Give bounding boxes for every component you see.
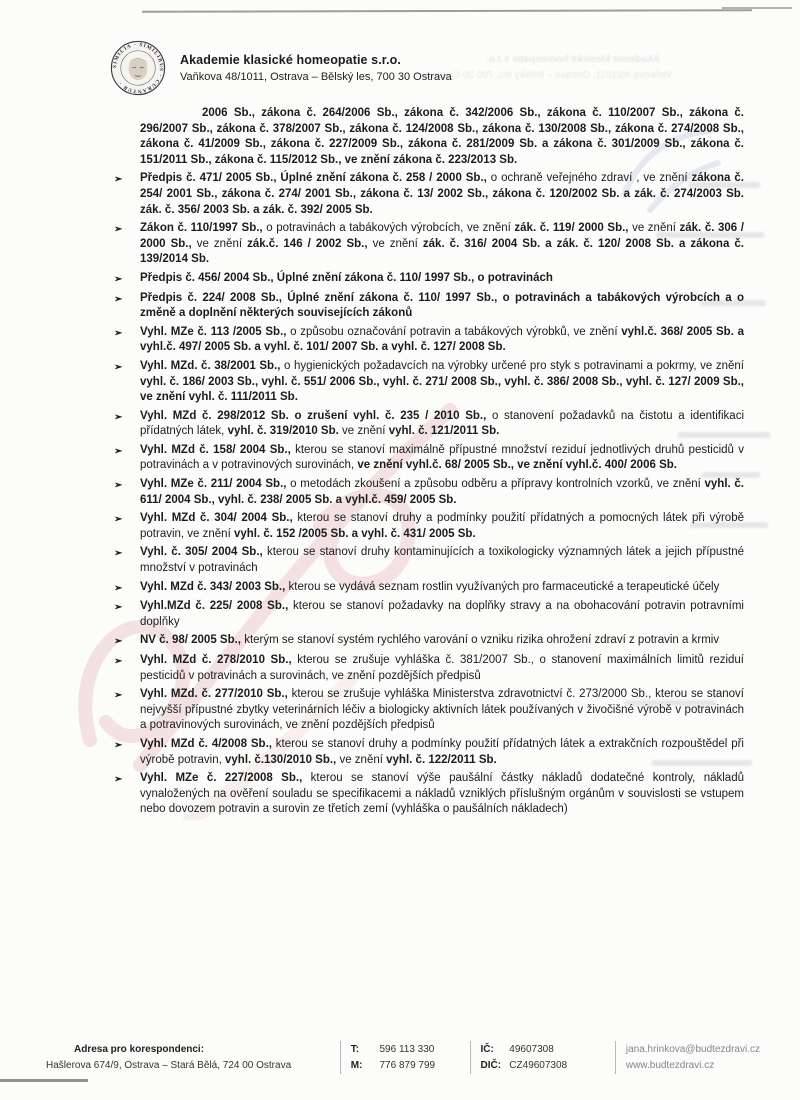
bullet-arrow-icon: ➢ bbox=[114, 273, 123, 285]
list-item bbox=[114, 409, 744, 440]
footer-address-label: Adresa pro korespondenci: bbox=[74, 1044, 205, 1055]
list-item-text: Vyhl. MZd č. 158/ 2004 Sb., kterou se stanoví maximálně přípustné množství reziduí jednotlivých druhů pesticidů v potravinách a v potravinových surovinách, ve znění vyhl.č. 68/ 2005 Sb., ve znění vyhl.č. 400/ 2006 Sb. bbox=[140, 443, 744, 472]
footer-dic: CZ49607308 bbox=[509, 1060, 568, 1071]
list-item-text: NV č. 98/ 2005 Sb., kterým se stanoví systém rychlého varování o vzniku rizika ohrožení zdraví z potravin a krmiv bbox=[140, 634, 720, 647]
regulation-list bbox=[114, 171, 744, 818]
footer-email: jana.hrinkova@budtezdravi.cz bbox=[625, 1044, 760, 1055]
list-item-text: Předpis č. 456/ 2004 Sb., Úplné znění zákona č. 110/ 1997 Sb., o potravinách bbox=[140, 271, 553, 284]
list-item bbox=[114, 687, 744, 734]
org-logo-seal-icon bbox=[110, 40, 166, 96]
bleed-through-artifact: Vaňkova 48/1011, Ostrava – Bělský les, 700 30 Ostrava bbox=[425, 70, 672, 81]
list-item bbox=[114, 171, 744, 218]
footer-phone-t: 596 113 330 bbox=[379, 1044, 435, 1055]
bullet-arrow-icon: ➢ bbox=[114, 739, 123, 751]
bullet-arrow-icon: ➢ bbox=[114, 224, 123, 236]
list-item-text: Vyhl. MZe č. 227/2008 Sb., kterou se stanoví výše paušální částky nákladů dodatečné kontroly, nákladů vynaložených na ověření souladu se specifikacemi a nákladů vzniklých příslušným orgánům v souvislosti se vstupem nebo dovozem potravin a surovin ze třetích zemí (vyhláška o paušálních nákladech) bbox=[140, 772, 744, 816]
bullet-arrow-icon: ➢ bbox=[114, 656, 123, 667]
list-item bbox=[114, 477, 744, 508]
bullet-arrow-icon: ➢ bbox=[114, 602, 123, 614]
footer-address: Hašlerova 674/9, Ostrava – Stará Bělá, 724 00 Ostrava bbox=[46, 1060, 292, 1071]
org-name: Akademie klasické homeopatie s.r.o. bbox=[180, 53, 401, 67]
bullet-arrow-icon: ➢ bbox=[114, 327, 123, 339]
footer-ic-label: IČ: bbox=[480, 1044, 494, 1055]
scan-artifact bbox=[722, 7, 792, 9]
document-body bbox=[114, 106, 744, 821]
list-item-text: Zákon č. 110/1997 Sb., o potravinách a tabákových výrobcích, ve znění zák. č. 119/ 2000 Sb., ve znění zák. č. 306 / 2000 Sb., ve znění zák.č. 146 / 2002 Sb., ve znění zák. č. 316/ 2004 Sb. a zák. č. 120/ 2008 Sb. a zákona č. 139/2014 Sb. bbox=[140, 222, 744, 266]
letterhead bbox=[110, 40, 452, 96]
list-item-text: Vyhl. MZd. č. 38/2001 Sb., o hygienických požadavcích na výrobky určené pro styk s potravinami a pokrmy, ve znění vyhl. č. 186/ 2003 Sb., vyhl. č. 551/ 2006 Sb., vyhl. č. 271/ 2008 Sb., vyhl. č. 386/ 2008 Sb., vyhl. č. 127/ 2009 Sb., ve znění vyhl. č. 111/2011 Sb. bbox=[140, 359, 744, 404]
footer-dic-label: DIČ: bbox=[480, 1060, 502, 1071]
list-item bbox=[114, 443, 744, 474]
list-item-text: Vyhl. MZd č. 304/ 2004 Sb., kterou se stanoví druhy a podmínky použití přídatných a pomocných látek při výrobě potravin, ve znění vyhl. č. 152 /2005 Sb. a vyhl. č. 431/ 2005 Sb. bbox=[140, 512, 744, 540]
footer-divider bbox=[615, 1041, 616, 1074]
list-item-text: Předpis č. 471/ 2005 Sb., Úplné znění zákona č. 258 / 2000 Sb., o ochraně veřejného zdraví , ve znění zákona č. 254/ 2001 Sb., zákona č. 274/ 2001 Sb., zákona č. 13/ 2002 Sb., zákona č. 120/2002 Sb. a zák. č. 274/2003 Sb. zák. č. 356/ 2003 Sb. a zák. č. 392/ 2005 Sb. bbox=[140, 172, 744, 216]
list-item-text: Vyhl. MZe č. 113 /2005 Sb., o způsobu označování potravin a tabákových výrobků, ve znění vyhl.č. 368/ 2005 Sb. a vyhl.č. 497/ 2005 Sb. a vyhl. č. 101/ 2007 Sb. a vyhl. č. 127/ 2008 Sb. bbox=[140, 325, 744, 354]
footer-phone-m-label: M: bbox=[350, 1060, 363, 1071]
bullet-arrow-icon: ➢ bbox=[114, 582, 123, 594]
list-item-text: Vyhl. MZd č. 343/ 2003 Sb., kterou se vydává seznam rostlin využívaných pro farmaceutické a terapeutické účely bbox=[140, 580, 720, 593]
footer-divider bbox=[340, 1041, 341, 1074]
footer-divider bbox=[470, 1041, 471, 1074]
bullet-arrow-icon: ➢ bbox=[114, 411, 123, 423]
footer-address-block bbox=[46, 1041, 330, 1074]
footer-contact-block bbox=[626, 1041, 760, 1074]
list-item-text: Vyhl. MZe č. 211/ 2004 Sb., o metodách zkoušení a způsobu odběru a přípravy kontrolních vzorků, ve znění vyhl. č. 611/ 2004 Sb., vyhl. č. 238/ 2005 Sb. a vyhl.č. 459/ 2005 Sb. bbox=[140, 478, 744, 506]
bullet-arrow-icon: ➢ bbox=[114, 361, 123, 373]
bullet-arrow-icon: ➢ bbox=[114, 480, 123, 492]
list-item bbox=[114, 599, 744, 630]
list-item bbox=[114, 325, 744, 356]
list-item-text: Vyhl. MZd č. 298/2012 Sb. o zrušení vyhl. č. 235 / 2010 Sb., o stanovení požadavků na čistotu a identifikaci přídatných látek, vyhl. č. 319/2010 Sb. ve znění vyhl. č. 121/2011 Sb. bbox=[140, 409, 745, 438]
list-item bbox=[114, 511, 744, 542]
list-item-text: Vyhl. MZd č. 4/2008 Sb., kterou se stanoví druhy a podmínky použití přídatných látek a extrakčních rozpouštědel při výrobě potravin, vyhl. č.130/2010 Sb., ve znění vyhl. č. 122/2011 Sb. bbox=[140, 737, 744, 766]
bullet-arrow-icon: ➢ bbox=[114, 636, 123, 648]
list-item bbox=[114, 580, 744, 597]
footer-registration-block bbox=[481, 1041, 605, 1074]
bleed-through-artifact: Akademie klasické homeopatie s.r.o. bbox=[486, 54, 660, 65]
scan-artifact bbox=[142, 9, 752, 13]
list-item-text: Vyhl.MZd č. 225/ 2008 Sb., kterou se stanoví požadavky na doplňky stravy a na obohacování potravin potravními doplňky bbox=[140, 600, 744, 628]
bullet-arrow-icon: ➢ bbox=[114, 774, 123, 786]
bullet-arrow-icon: ➢ bbox=[114, 690, 123, 702]
bullet-arrow-icon: ➢ bbox=[114, 445, 123, 457]
bullet-arrow-icon: ➢ bbox=[114, 514, 123, 526]
org-address: Vaňkova 48/1011, Ostrava – Bělský les, 700 30 Ostrava bbox=[180, 71, 452, 83]
scan-artifact bbox=[0, 1079, 88, 1082]
list-item bbox=[114, 737, 744, 768]
list-item-text: Vyhl. č. 305/ 2004 Sb., kterou se stanoví druhy kontaminujících a toxikologicky významných látek a jejich přípustné množství v potravinách bbox=[140, 546, 744, 575]
list-item bbox=[114, 545, 744, 576]
list-item bbox=[114, 771, 744, 818]
footer-phone-block bbox=[351, 1041, 460, 1074]
list-item bbox=[114, 359, 744, 406]
footer-website: www.budtezdravi.cz bbox=[625, 1060, 715, 1071]
page-footer bbox=[46, 1041, 760, 1074]
list-item bbox=[114, 291, 744, 322]
footer-ic: 49607308 bbox=[509, 1044, 554, 1055]
list-item-text: Vyhl. MZd. č. 277/2010 Sb., kterou se zrušuje vyhláška Ministerstva zdravotnictví č. 273/2000 Sb., kterou se stanoví nejvyšší přípustné zbytky veterinárních léčiv a biologicky aktivních látek používaných v živočišné výrobě v potravinách a potravinových surovinách, ve znění pozdějších předpisů bbox=[140, 688, 744, 732]
list-item bbox=[114, 221, 744, 268]
list-item-text: Předpis č. 224/ 2008 Sb., Úplné znění zákona č. 110/ 1997 Sb., o potravinách a tabákových výrobcích a o změně a doplnění některých souvisejících zákonů bbox=[140, 291, 744, 320]
footer-phone-m: 776 879 799 bbox=[379, 1060, 436, 1071]
bullet-arrow-icon: ➢ bbox=[114, 293, 123, 305]
list-item bbox=[114, 271, 744, 288]
bullet-arrow-icon: ➢ bbox=[114, 548, 123, 560]
list-item bbox=[114, 653, 744, 684]
logo-motto: SIMILIA · SIMILIBUS · CURANTUR · bbox=[111, 42, 165, 95]
org-identity bbox=[180, 53, 452, 83]
bullet-arrow-icon: ➢ bbox=[114, 174, 123, 186]
list-item-text: Vyhl. MZd č. 278/2010 Sb., kterou se zrušuje vyhláška č. 381/2007 Sb., o stanovení maximálních limitů reziduí pesticidů v potravinách a surovinách, ve znění pozdějších předpisů bbox=[140, 654, 745, 682]
list-item bbox=[114, 633, 744, 650]
intro-paragraph: 2006 Sb., zákona č. 264/2006 Sb., zákona č. 342/2006 Sb., zákona č. 110/2007 Sb., zákona č. 296/2007 Sb., zákona č. 378/2007 Sb., zákona č. 124/2008 Sb., zákona č. 130/2008 Sb., zákona č. 274/2008 Sb., zákona č. 41/2009 Sb., zákona č. 227/2009 Sb., zákona č. 281/2009 Sb. a zákona č. 301/2009 Sb., zákona č. 151/2011 Sb., zákona č. 115/2012 Sb., ve znění zákona č. 223/2013 Sb. bbox=[140, 107, 744, 166]
footer-phone-t-label: T: bbox=[350, 1044, 360, 1055]
